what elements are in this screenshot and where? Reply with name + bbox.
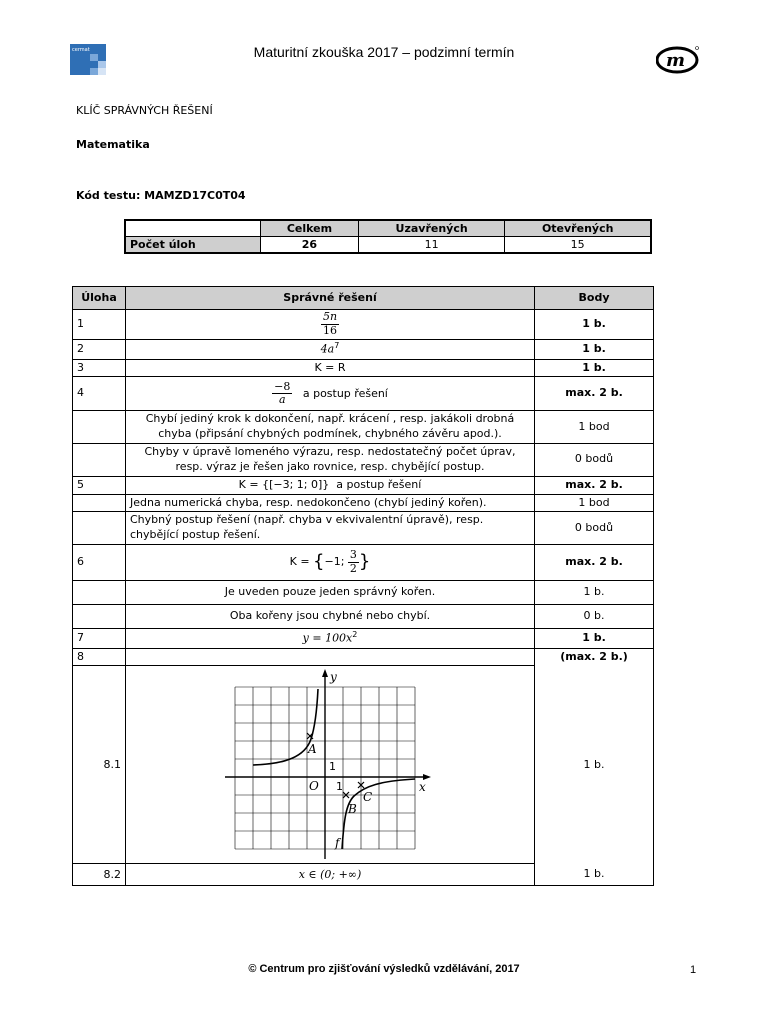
table-row [73, 581, 654, 605]
maturita-logo [656, 44, 700, 74]
table-row [73, 494, 654, 512]
x-unit-label: 1 [336, 779, 343, 793]
solution-cell [126, 629, 535, 649]
solution-exponent: 2 [352, 630, 358, 640]
graph-axes [225, 675, 425, 859]
table-row [73, 411, 654, 444]
solution-cell: K = R [126, 359, 535, 377]
header-solution: Správné řešení [126, 287, 535, 310]
points-cell: 1 b. [535, 340, 654, 360]
fraction-numerator: 3 [349, 548, 357, 562]
y-axis-arrow [322, 669, 328, 677]
cermat-logo-text: cermat [72, 47, 90, 53]
solution-text: 4a [320, 342, 335, 356]
fraction [272, 381, 292, 407]
answer-table [72, 286, 654, 886]
task-id: 6 [73, 545, 126, 581]
summary-closed: 11 [358, 237, 504, 254]
summary-open: 15 [505, 237, 651, 254]
header-task: Úloha [73, 287, 126, 310]
summary-header-total: Celkem [261, 220, 359, 237]
task-id: 2 [73, 340, 126, 360]
fraction-numerator: 5n [322, 310, 338, 324]
summary-header-closed: Uzavřených [358, 220, 504, 237]
table-row [73, 359, 654, 377]
task-id: 7 [73, 629, 126, 649]
task-id-empty [73, 581, 126, 605]
function-f-label: f [335, 835, 340, 850]
table-row [73, 545, 654, 581]
criterion-text: Chyby v úpravě lomeného výrazu, resp. nedostatečný počet úprav, resp. výraz je řešen jako rovnice, resp. chybějící postup. [126, 444, 535, 477]
table-row [73, 648, 654, 666]
points-cell: 0 b. [535, 605, 654, 629]
points-cell: 0 bodů [535, 512, 654, 545]
solution-cell [126, 476, 535, 494]
table-row [73, 512, 654, 545]
task-id-empty [73, 605, 126, 629]
table-row [73, 444, 654, 477]
criterion-text: Jedna numerická chyba, resp. nedokončeno (chybí jediný kořen). [126, 494, 535, 512]
task-id-empty [73, 512, 126, 545]
task-id: 4 [73, 377, 126, 411]
solution-exponent: 7 [334, 341, 340, 350]
y-unit-label: 1 [329, 759, 336, 773]
point-b-label: B [348, 801, 357, 816]
function-graph [225, 669, 435, 861]
origin-label: O [309, 778, 319, 793]
points-cell: 1 bod [535, 494, 654, 512]
criterion-text: Je uveden pouze jeden správný kořen. [126, 581, 535, 605]
criterion-text: Chybný postup řešení (např. chyba v ekvivalentní úpravě), resp. chybějící postup řešení. [126, 512, 535, 545]
table-row [73, 629, 654, 649]
points-cell: 1 b. [535, 359, 654, 377]
page-header-title: Maturitní zkouška 2017 – podzimní termín [253, 44, 515, 60]
solution-text: K = {[−3; 1; 0]} [238, 477, 330, 491]
table-row [73, 377, 654, 411]
summary-table [124, 219, 652, 254]
solution-cell [126, 377, 535, 411]
summary-row-label: Počet úloh [125, 237, 261, 254]
fraction-denominator: 16 [323, 324, 337, 337]
solution-suffix: a postup řešení [336, 477, 422, 491]
point-c-label: C [363, 789, 373, 804]
points-cell: 0 bodů [535, 444, 654, 477]
fraction [348, 549, 359, 575]
task-id: 8 [73, 648, 126, 666]
solution-text: y = 100x [302, 631, 353, 645]
points-cell: 1 b. [535, 629, 654, 649]
y-axis-label: y [330, 669, 337, 684]
table-row [73, 340, 654, 360]
points-cell: 1 b. [535, 864, 654, 886]
solution-root-1: −1; [324, 555, 345, 569]
page-footer: © Centrum pro zjišťování výsledků vzdělávání, 2017 [248, 963, 520, 975]
criterion-text: Oba kořeny jsou chybné nebo chybí. [126, 605, 535, 629]
summary-total: 26 [261, 237, 359, 254]
table-row [73, 666, 654, 864]
subject-title: Matematika [76, 138, 150, 151]
points-cell: 1 b. [535, 666, 654, 864]
test-code: Kód testu: MAMZD17C0T04 [76, 189, 246, 202]
table-row [73, 476, 654, 494]
solution-cell: K = {−1; $\frac{3}{2}$ } [126, 545, 535, 581]
points-cell: 1 bod [535, 411, 654, 444]
points-cell: max. 2 b. [535, 476, 654, 494]
points-cell: (max. 2 b.) [535, 648, 654, 666]
summary-corner [125, 220, 261, 237]
table-row [73, 605, 654, 629]
solution-prefix: K = [289, 555, 314, 569]
solution-suffix: a postup řešení [302, 386, 388, 400]
point-a-label: A [308, 741, 317, 756]
task-id-empty [73, 444, 126, 477]
points-cell: 1 b. [535, 310, 654, 340]
fraction [321, 311, 339, 337]
fraction-denominator: a [278, 393, 286, 407]
task-id: 8.2 [73, 864, 126, 886]
table-row [73, 310, 654, 340]
criterion-text: Chybí jediný krok k dokončení, např. krácení , resp. jakákoli drobná chyba (připsání chybných podmínek, chybného závěru apod.). [126, 411, 535, 444]
task-id: 8.1 [73, 666, 126, 864]
x-axis-label: x [419, 779, 426, 794]
page-number: 1 [690, 964, 697, 976]
header-points: Body [535, 287, 654, 310]
fraction-numerator: −8 [274, 379, 291, 393]
document-label: KLÍČ SPRÁVNÝCH ŘEŠENÍ [76, 104, 213, 117]
solution-cell [126, 340, 535, 360]
maturita-logo-letter: m [666, 50, 686, 71]
graph-cell [126, 666, 535, 864]
points-cell: max. 2 b. [535, 377, 654, 411]
table-row [73, 864, 654, 886]
task-id: 1 [73, 310, 126, 340]
solution-cell: x ∈ (0; +∞) [126, 864, 535, 886]
task-id: 5 [73, 476, 126, 494]
task-id-empty [73, 411, 126, 444]
points-cell: 1 b. [535, 581, 654, 605]
task-id: 3 [73, 359, 126, 377]
task-id-empty [73, 494, 126, 512]
solution-cell [126, 310, 535, 340]
summary-header-open: Otevřených [505, 220, 651, 237]
solution-cell-empty [126, 648, 535, 666]
fraction-denominator: 2 [349, 562, 357, 576]
points-cell: max. 2 b. [535, 545, 654, 581]
